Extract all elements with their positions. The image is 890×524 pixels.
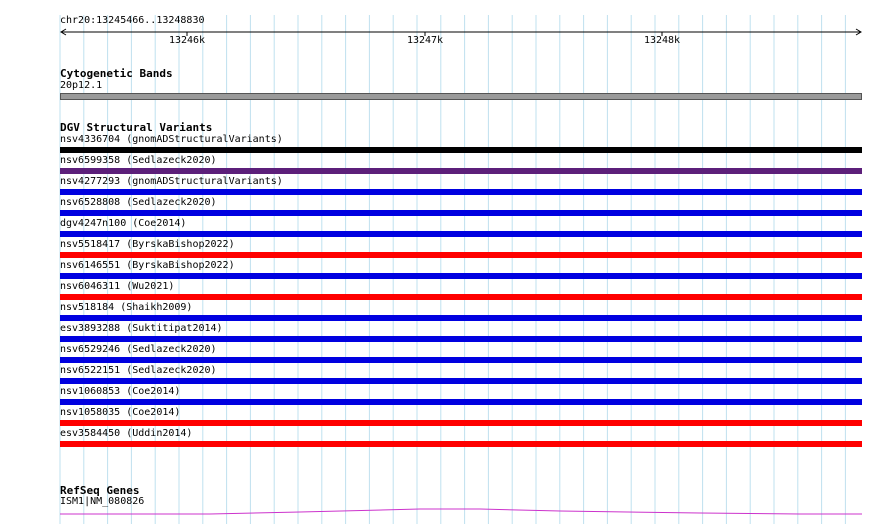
dgv-variant-bar[interactable] xyxy=(60,147,862,153)
dgv-variant-bar[interactable] xyxy=(60,168,862,174)
dgv-variant-bar[interactable] xyxy=(60,378,862,384)
dgv-variant-label: nsv6529246 (Sedlazeck2020) xyxy=(60,344,217,355)
dgv-variant-label: nsv5518417 (ByrskaBishop2022) xyxy=(60,239,235,250)
ruler-tick-label: 13247k xyxy=(406,35,444,46)
cytoband-bar[interactable] xyxy=(60,93,862,100)
dgv-variant-label: nsv4336704 (gnomADStructuralVariants) xyxy=(60,134,283,145)
dgv-variant-label: nsv4277293 (gnomADStructuralVariants) xyxy=(60,176,283,187)
refseq-track-title: RefSeq Genes xyxy=(60,484,140,497)
refseq-gene-model[interactable] xyxy=(0,505,890,524)
dgv-variant-label: nsv6599358 (Sedlazeck2020) xyxy=(60,155,217,166)
cytoband-track-title: Cytogenetic Bands xyxy=(60,67,173,80)
ruler-tick-label: 13246k xyxy=(168,35,206,46)
dgv-variant-bar[interactable] xyxy=(60,441,862,447)
dgv-variant-bar[interactable] xyxy=(60,210,862,216)
dgv-variant-bar[interactable] xyxy=(60,294,862,300)
dgv-variant-bar[interactable] xyxy=(60,273,862,279)
dgv-variant-bar[interactable] xyxy=(60,399,862,405)
dgv-variant-label: nsv6522151 (Sedlazeck2020) xyxy=(60,365,217,376)
dgv-variant-bar[interactable] xyxy=(60,231,862,237)
dgv-variant-label: esv3584450 (Uddin2014) xyxy=(60,428,193,439)
dgv-variant-bar[interactable] xyxy=(60,420,862,426)
dgv-variant-label: nsv6046311 (Wu2021) xyxy=(60,281,175,292)
refseq-gene-label: ISM1|NM_080826 xyxy=(60,496,145,507)
dgv-variant-bar[interactable] xyxy=(60,315,862,321)
dgv-variant-label: nsv1058035 (Coe2014) xyxy=(60,407,181,418)
ruler-tick-label: 13248k xyxy=(643,35,681,46)
dgv-variant-label: esv3893288 (Suktitipat2014) xyxy=(60,323,223,334)
dgv-variant-label: nsv1060853 (Coe2014) xyxy=(60,386,181,397)
dgv-track-title: DGV Structural Variants xyxy=(60,121,213,134)
gene-intron-line xyxy=(60,509,862,514)
dgv-variant-label: dgv4247n100 (Coe2014) xyxy=(60,218,187,229)
cytoband-label: 20p12.1 xyxy=(60,80,103,91)
dgv-variant-bar[interactable] xyxy=(60,336,862,342)
dgv-variant-bar[interactable] xyxy=(60,252,862,258)
dgv-variant-label: nsv6528808 (Sedlazeck2020) xyxy=(60,197,217,208)
dgv-variant-bar[interactable] xyxy=(60,189,862,195)
dgv-variant-label: nsv6146551 (ByrskaBishop2022) xyxy=(60,260,235,271)
dgv-variant-label: nsv518184 (Shaikh2009) xyxy=(60,302,193,313)
ruler-axis xyxy=(0,25,890,45)
dgv-variant-bar[interactable] xyxy=(60,357,862,363)
ruler-coordinates: chr20:13245466..13248830 xyxy=(60,15,205,26)
